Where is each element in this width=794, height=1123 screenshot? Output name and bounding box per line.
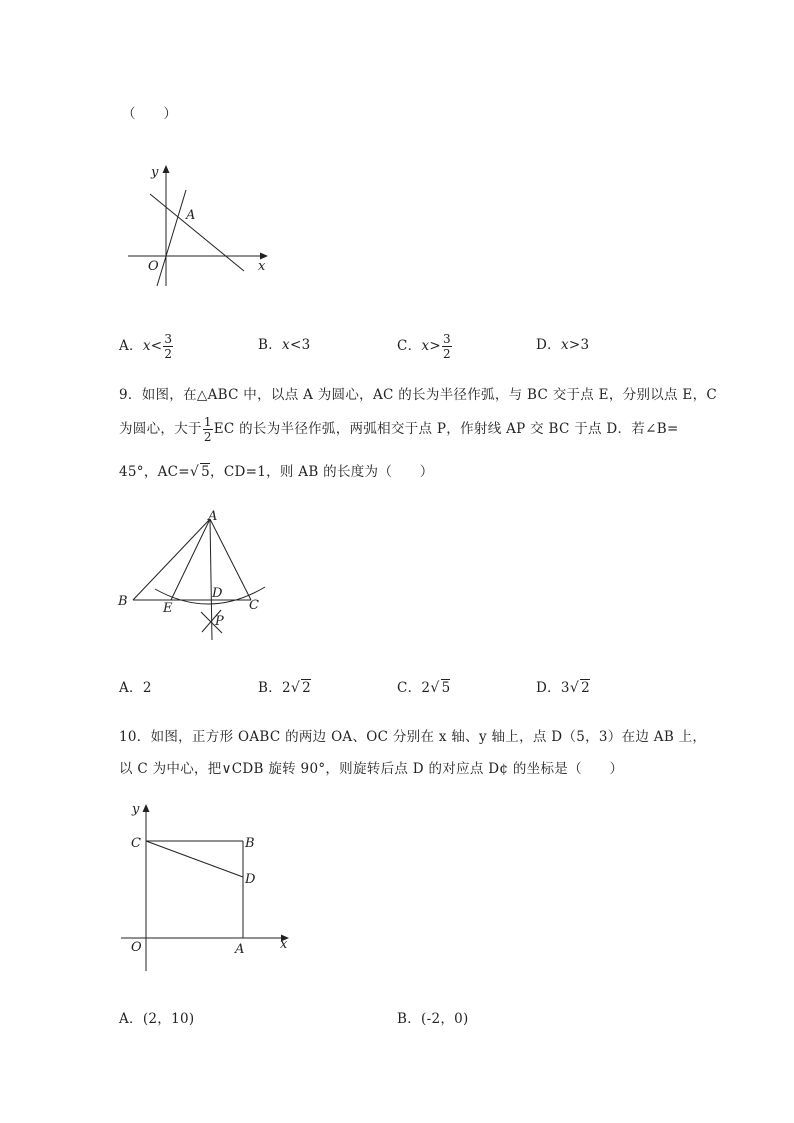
q10-option-b[interactable]: B．(-2，0) <box>397 1011 469 1027</box>
q9-figure <box>115 505 275 645</box>
q9-option-a[interactable]: A．2 <box>119 680 152 696</box>
q8-answer-bracket: （ ） <box>122 106 178 122</box>
q8-label-y: y <box>151 165 159 180</box>
q8-option-b[interactable]: B．x<3 <box>258 337 311 353</box>
q10-label-B: B <box>245 836 255 851</box>
q8-label-x: x <box>258 259 266 274</box>
q9-label-P: P <box>215 614 224 629</box>
q8-label-A: A <box>186 208 196 223</box>
q8-option-a[interactable]: A．x< $\frac{3}{2}$ <box>119 332 173 361</box>
q10-option-a[interactable]: A．(2，10) <box>119 1011 195 1027</box>
q10-stem-line2: 以 C 为中心，把∨CDB 旋转 90°，则旋转后点 D 的对应点 D¢ 的坐标是（ ） <box>119 761 624 777</box>
q9-segment-AB <box>133 519 210 600</box>
q8-figure <box>120 158 280 293</box>
q9-stem-line1: 9．如图，在△ABC 中，以点 A 为圆心，AC 的长为半径作弧，与 BC 交于点 E，分别以点 E，C <box>119 387 718 403</box>
q8-descending-line <box>150 194 244 271</box>
q10-label-y: y <box>132 802 140 817</box>
q8-option-c[interactable]: C．x> $\frac{3}{2}$ <box>397 332 451 361</box>
q9-label-A: A <box>208 509 218 524</box>
q10-segment-CD <box>146 841 243 877</box>
q8-y-arrow <box>163 165 170 173</box>
q8-label-O: O <box>148 259 159 274</box>
q9-segment-AE <box>171 519 210 600</box>
q9-label-E: E <box>163 601 173 616</box>
q10-y-arrow <box>143 804 150 812</box>
q8-option-d[interactable]: D．x>3 <box>536 337 590 353</box>
q10-label-x: x <box>280 937 288 952</box>
q10-label-C: C <box>131 836 141 851</box>
q9-option-b[interactable]: B．2√ 2 <box>258 680 312 696</box>
q10-stem-line1: 10．如图，正方形 OABC 的两边 OA、OC 分别在 x 轴、y 轴上，点 D（5，3）在边 AB 上， <box>119 729 707 745</box>
q9-option-d[interactable]: D．3√ 2 <box>536 680 590 696</box>
q9-stem-line3: 45°，AC=√ 5，CD=1，则 AB 的长度为（ ） <box>119 464 434 480</box>
q9-label-C: C <box>249 598 259 613</box>
q10-label-D: D <box>245 872 256 887</box>
q10-figure <box>115 798 295 978</box>
q8-line-through-origin <box>157 190 186 286</box>
q10-label-A: A <box>235 942 245 957</box>
q9-option-c[interactable]: C．2√ 5 <box>397 680 451 696</box>
q10-label-O: O <box>131 940 142 955</box>
q9-label-D: D <box>212 586 223 601</box>
q9-label-B: B <box>118 594 128 609</box>
q9-stem-line2: 为圆心，大于 $\frac{1}{2}$ EC 的长为半径作弧，两弧相交于点 P，作射线 AP 交 BC 于点 D．若∠B= <box>119 415 679 444</box>
